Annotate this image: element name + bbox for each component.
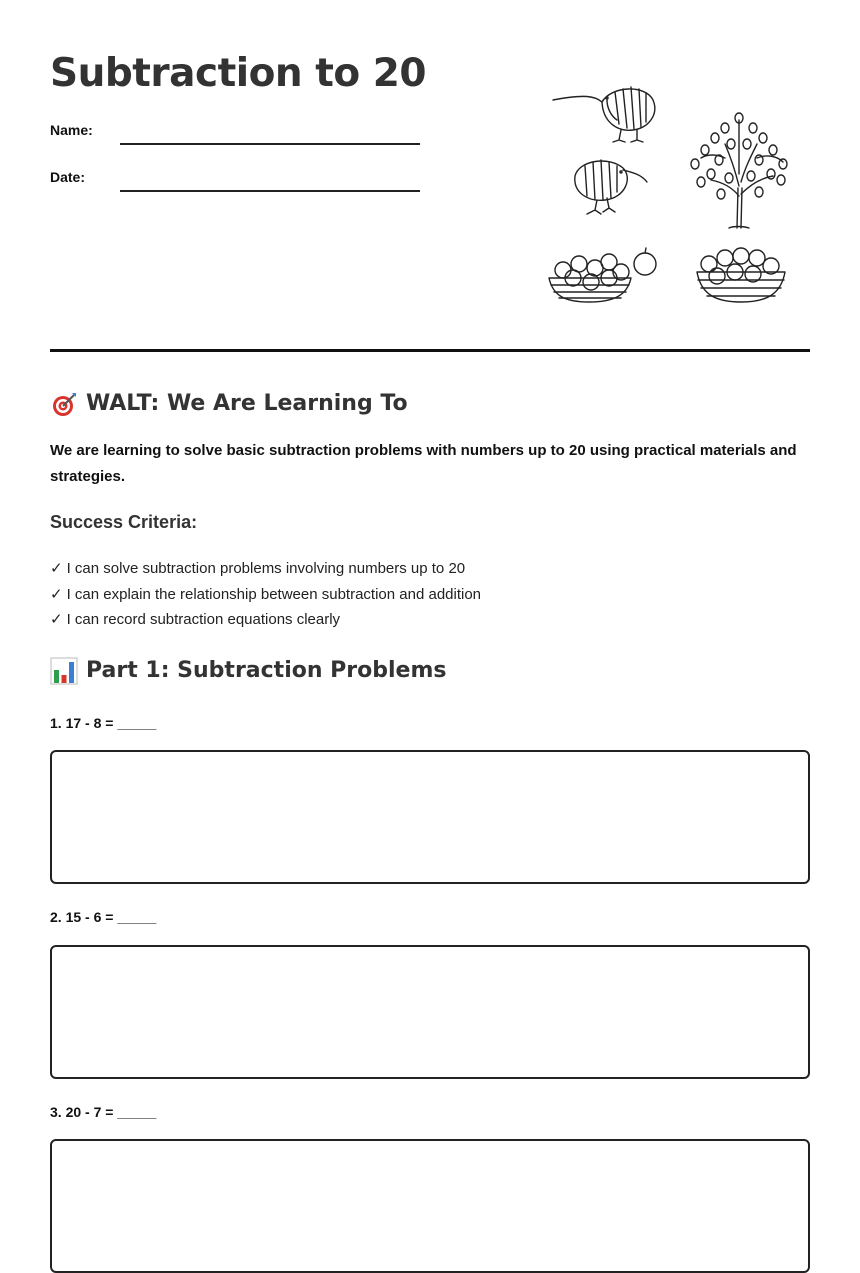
question-1-label: 1. 17 - 8 = _____ [50, 715, 157, 731]
answer-box-3[interactable] [50, 1139, 810, 1273]
date-label: Date: [50, 169, 86, 185]
part1-heading [50, 657, 447, 685]
walt-description: We are learning to solve basic subtraction problems with numbers up to 20 using practical materials and strategies. [50, 442, 797, 485]
apple-tree-icon [691, 113, 787, 228]
list-item: ✓ I can record subtraction equations clearly [50, 611, 341, 628]
part1-heading-text: Part 1: Subtraction Problems [86, 658, 447, 683]
check-icon: ✓ [50, 611, 63, 628]
apple-icon [634, 248, 656, 275]
walt-heading [50, 390, 408, 418]
apple-basket-icon [697, 248, 785, 302]
check-icon: ✓ [50, 560, 63, 577]
list-item: ✓ I can explain the relationship between subtraction and addition [50, 585, 482, 603]
success-criteria-heading: Success Criteria: [50, 512, 198, 532]
success-criteria-list [50, 556, 481, 633]
kiwi-bird-icon [553, 87, 655, 142]
target-icon [50, 390, 78, 418]
answer-box-2[interactable] [50, 945, 810, 1079]
walt-heading-text: WALT: We Are Learning To [86, 391, 408, 416]
name-field[interactable] [120, 143, 420, 145]
name-label: Name: [50, 122, 93, 138]
list-item: ✓ I can solve subtraction problems involving numbers up to 20 [50, 560, 466, 577]
check-icon: ✓ [50, 585, 63, 603]
answer-box-1[interactable] [50, 750, 810, 884]
page-title: Subtraction to 20 [50, 51, 427, 96]
kiwi-bird-icon [575, 160, 647, 214]
question-3-label: 3. 20 - 7 = _____ [50, 1104, 157, 1120]
question-2-label: 2. 15 - 6 = _____ [50, 909, 157, 925]
header-divider [50, 349, 810, 352]
worksheet-illustration [545, 78, 795, 310]
bar-chart-icon [50, 657, 78, 685]
date-field[interactable] [120, 190, 420, 192]
apple-basket-icon [549, 254, 631, 302]
